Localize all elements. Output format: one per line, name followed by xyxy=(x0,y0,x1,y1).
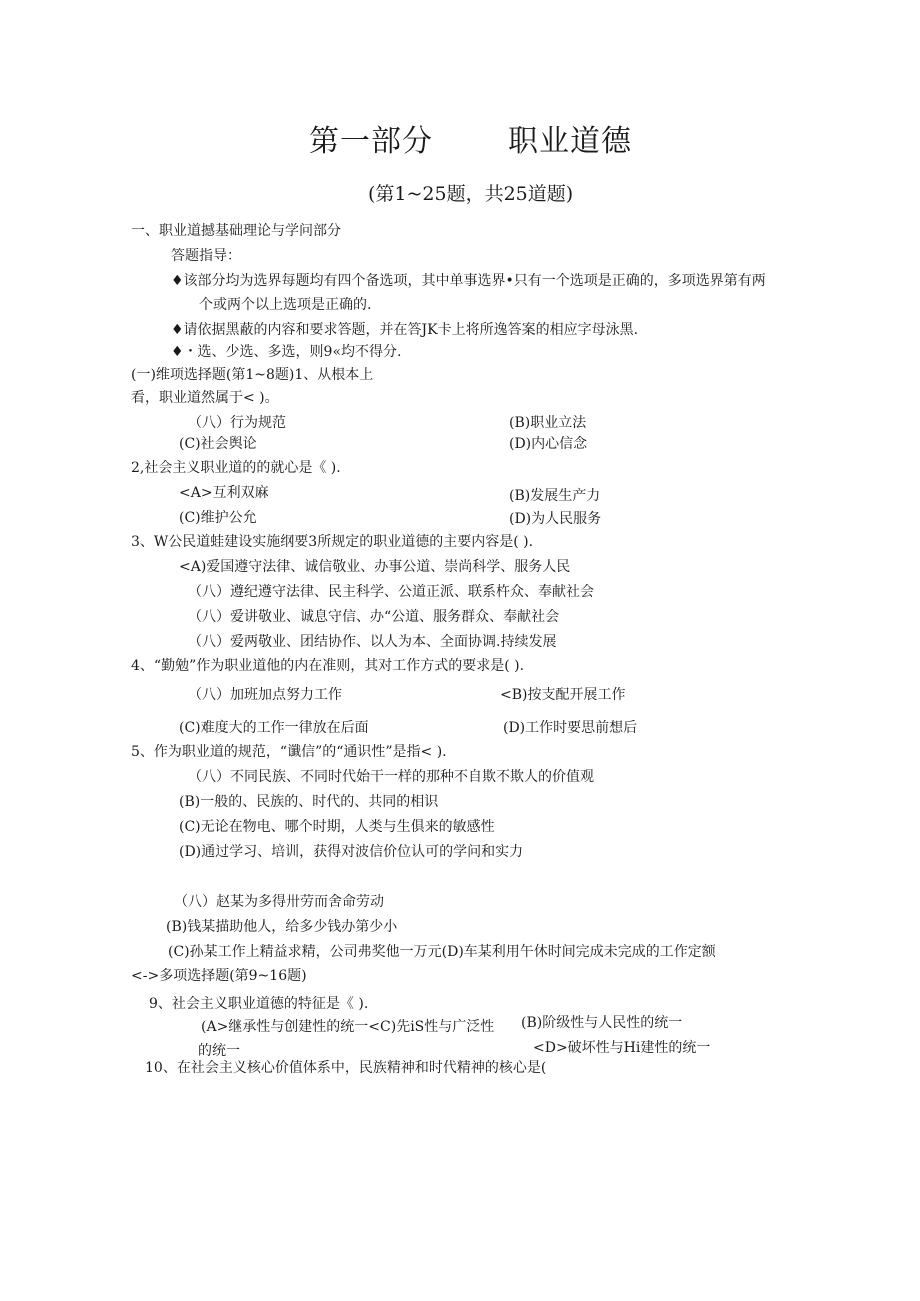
question-4-option-a: （八）加班加点努力工作 xyxy=(188,687,342,703)
question-3-option-c: （八）爱讲敬业、诚息守信、办“公道、服务群众、奉献社会 xyxy=(188,609,560,625)
page-title-part: 第一部分 xyxy=(309,124,433,159)
question-5-stem: 5、作为职业道的规范，“谶信”的“通识性”是指< ). xyxy=(131,744,447,760)
question-4-option-d: (D)工作时要思前想后 xyxy=(503,720,638,736)
guide-label: 答题指导： xyxy=(171,248,241,264)
question-3-option-b: （八）遵纪遵守法律、民主科学、公道正派、联系杵众、奉献社会 xyxy=(188,584,594,600)
question-2-option-a: <A>互利双麻 xyxy=(179,485,269,501)
question-6-option-c-d: (C)孙某工作上精益求精，公司弗奖他一万元(D)车某利用午休时间完成未完成的工作定额 xyxy=(168,944,716,960)
question-1-option-d: (D)内心信念 xyxy=(509,436,588,452)
guide-item-1-line-2: 个或两个以上选项是正确的. xyxy=(199,297,372,313)
guide-item-2: ♦请依据黑蔽的内容和要求答题，并在答JK卡上将所逸答案的相应字母泳黑. xyxy=(171,322,639,338)
question-1-option-a: （八）行为规范 xyxy=(188,415,286,431)
question-9-stem: 9、社会主义职业道德的特征是《 ). xyxy=(149,996,369,1012)
question-5-option-b: (B)一般的、民族的、时代的、共同的相识 xyxy=(179,794,439,810)
question-2-option-c: (C)维护公允 xyxy=(179,510,257,526)
question-1-option-b: (B)职业立法 xyxy=(509,415,587,431)
question-3-option-d: （八）爱两敬业、团结协作、以人为本、全面协调.持续发展 xyxy=(188,634,557,650)
question-2-stem: 2,社会主义职业道的的就心是《 ). xyxy=(131,460,341,476)
question-3-stem: 3、W公民道蛙建设实施纲要3所规定的职业道德的主要内容是( ). xyxy=(131,534,534,550)
question-1-stem: 看，职业道然属于< )。 xyxy=(131,390,279,406)
question-2-option-b: (B)发展生产力 xyxy=(509,488,601,504)
question-10-stem: 10、在社会主义核心价值体系中，民族精神和时代精神的核心是( xyxy=(145,1060,547,1076)
question-4-stem: 4、“勤勉”作为职业道他的内在准则，其对工作方式的要求是( ). xyxy=(131,658,525,674)
single-choice-heading: (一)维项选择题(第1~8题)1、从根本上 xyxy=(131,367,374,383)
question-5-option-a: （八）不同民族、不同时代始干一样的那种不自欺不欺人的价值观 xyxy=(188,769,594,785)
question-9-option-b: (B)阶级性与人民性的统一 xyxy=(521,1015,683,1031)
question-5-option-c: (C)无论在物电、哪个时期，人类与生俱来的敏感性 xyxy=(179,819,495,835)
question-9-option-a-c: (A>继承性与创建性的统一<C)先iS性与广泛性 xyxy=(201,1019,495,1035)
question-4-option-c: (C)难度大的工作一律放在后面 xyxy=(179,720,369,736)
page-subtitle: (第1~25题，共25道题) xyxy=(368,183,574,205)
page-title-name: 职业道德 xyxy=(508,124,632,159)
question-6-option-b: (B)钱某描助他人，给多少钱办第少小 xyxy=(166,919,398,935)
guide-item-1-line-1: ♦该部分均为选界每题均有四个备选项，其中单事选界•只有一个选项是正确的，多项选界第有两 xyxy=(171,273,766,289)
question-6-option-a: （八）赵某为多得卅劳而舍命劳动 xyxy=(174,894,384,910)
question-3-option-a: <A)爱国遵守法律、诚信敬业、办事公道、崇尚科学、服务人民 xyxy=(179,559,571,575)
question-5-option-d: (D)通过学习、培训，获得对波信价位认可的学问和实力 xyxy=(179,844,524,860)
question-2-option-d: (D)为人民服务 xyxy=(509,511,602,527)
question-9-option-d: <D>破坏性与Hi建性的统一 xyxy=(533,1040,711,1056)
section-heading: 一、职业道撼基础理论与学问部分 xyxy=(131,223,341,239)
guide-item-3: ♦・选、少选、多选，则9«均不得分. xyxy=(171,344,402,360)
multi-choice-heading: <->多项选择题(第9~16题) xyxy=(131,968,307,984)
question-1-option-c: (C)社会舆论 xyxy=(179,436,257,452)
question-4-option-b: <B)按支配开展工作 xyxy=(500,687,626,703)
question-9-option-a-c-tail: 的统一 xyxy=(198,1043,240,1059)
